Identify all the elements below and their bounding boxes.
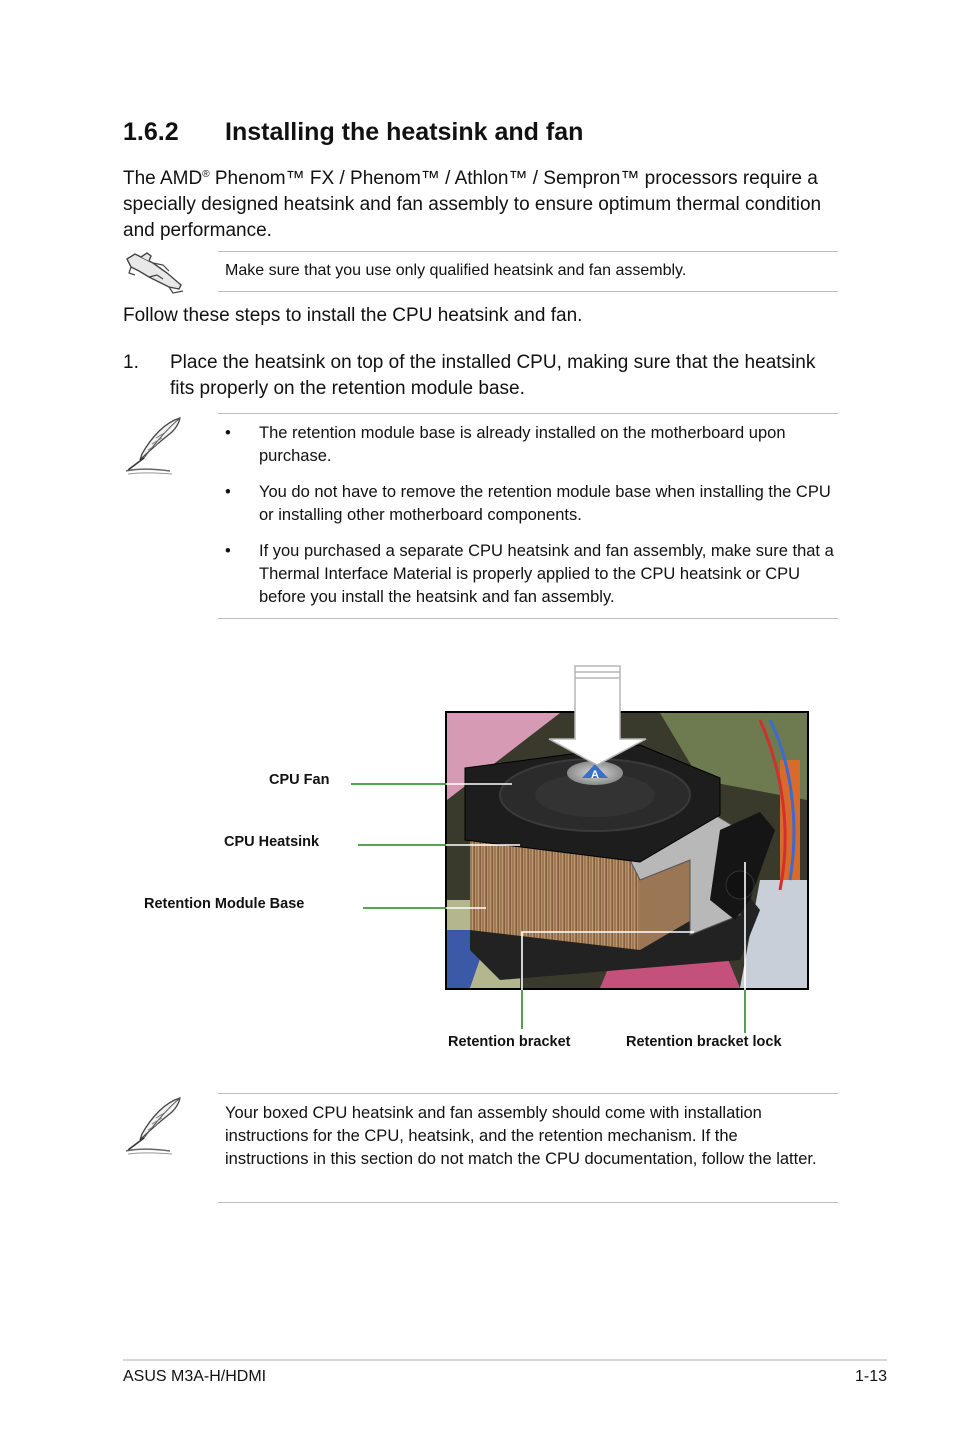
list-item-text: The retention module base is already installed on the motherboard upon purchase. [259, 424, 786, 465]
feather-pen-note-icon [122, 414, 186, 476]
step-number: 1. [123, 352, 139, 373]
section-title: Installing the heatsink and fan [225, 118, 584, 146]
cpu-fan-label: CPU Fan [269, 772, 330, 788]
feather-pen-note-icon [122, 1094, 186, 1156]
list-item [225, 481, 837, 527]
list-item [225, 540, 837, 609]
steps-intro: Follow these steps to install the CPU heatsink and fan. [123, 305, 583, 326]
hand-caution-icon [123, 249, 185, 295]
retention-bracket-label: Retention bracket [448, 1034, 571, 1050]
footer-page-number: 1-13 [854, 1368, 887, 1385]
section-heading [123, 118, 583, 147]
caution-bottom-rule [218, 291, 838, 292]
cpu-heatsink-label: CPU Heatsink [224, 834, 320, 850]
footer-rule [123, 1359, 887, 1361]
footer-product-name: ASUS M3A-H/HDMI [123, 1368, 267, 1385]
bottom-note-text: Your boxed CPU heatsink and fan assembly should come with installation instructions for the CPU, heatsink, and the retention mechanism. If the instructions in this section do not match the CPU documentation, follow the latter. [225, 1104, 817, 1168]
step-1 [123, 350, 843, 402]
bullet-marker: • [225, 483, 231, 501]
retention-module-base-label: Retention Module Base [144, 896, 305, 912]
bottom-note-top-rule [218, 1093, 838, 1094]
caution-top-rule [218, 251, 838, 252]
notes-list [225, 422, 837, 622]
intro-paragraph [123, 162, 843, 244]
heatsink-installation-figure [0, 660, 954, 1060]
list-item-text: You do not have to remove the retention module base when installing the CPU or installing other motherboard components. [259, 483, 831, 524]
bullet-marker: • [225, 424, 231, 442]
list-item-text: If you purchased a separate CPU heatsink and fan assembly, make sure that a Thermal Interface Material is properly applied to the CPU heatsink or CPU before you install the heatsink and fan assembly. [259, 542, 834, 606]
fan-logo-text: A [591, 769, 599, 781]
bottom-note-bottom-rule [218, 1202, 838, 1203]
registered-mark: ® [202, 169, 210, 180]
bullet-marker: • [225, 542, 231, 560]
caution-note-text: Make sure that you use only qualified heatsink and fan assembly. [225, 262, 687, 279]
intro-text-1: The AMD [123, 168, 203, 189]
notes-top-rule [218, 413, 838, 414]
intro-text-2: Phenom™ FX / Phenom™ / Athlon™ / Sempron™ processors require a specially designed heatsink and fan assembly to ensure optimum thermal condition and performance. [123, 168, 822, 241]
section-number: 1.6.2 [123, 118, 179, 146]
step-text: Place the heatsink on top of the installed CPU, making sure that the heatsink fits properly on the retention module base. [170, 352, 816, 399]
list-item [225, 422, 837, 468]
retention-bracket-lock-label: Retention bracket lock [626, 1034, 782, 1050]
